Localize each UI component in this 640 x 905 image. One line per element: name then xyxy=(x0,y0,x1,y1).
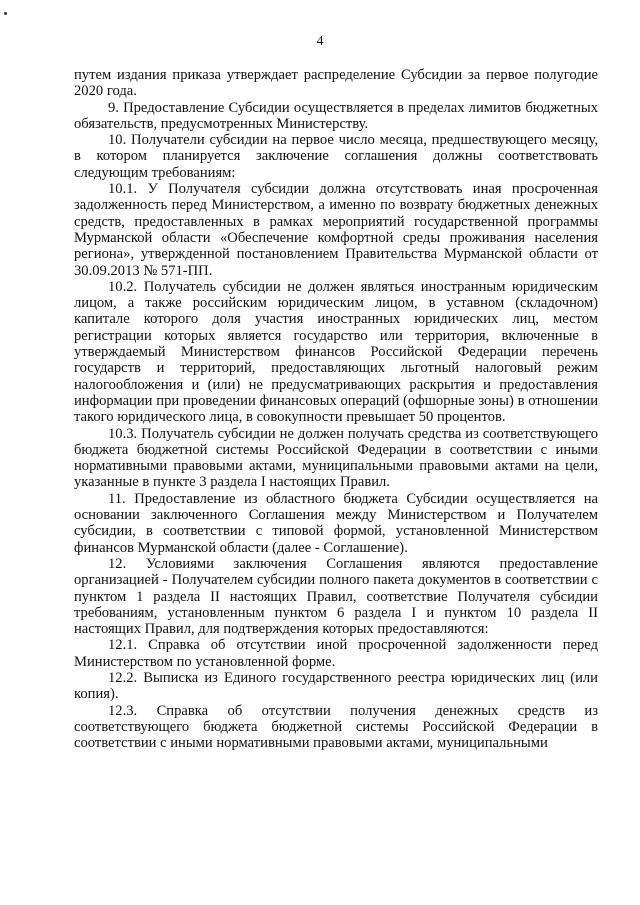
paragraph-12-3: 12.3. Справка об отсутствии получения денежных средств из соответствующего бюджета бюджетной системы Российской Федерации в соответствии с иными нормативными правовыми актами, муниципальными xyxy=(74,702,598,752)
page-number: 4 xyxy=(316,34,324,49)
scan-artifact xyxy=(4,12,7,15)
paragraph-10: 10. Получатели субсидии на первое число месяца, предшествующего месяцу, в котором планируется заключение соглашения должны соответствовать следующим требованиям: xyxy=(74,132,598,181)
paragraph-9: 9. Предоставление Субсидии осуществляется в пределах лимитов бюджетных обязательств, предусмотренных Министерству. xyxy=(74,99,598,132)
paragraph-12: 12. Условиями заключения Соглашения являются предоставление организацией - Получателем субсидии полного пакета документов в соответствии с пунктом 1 раздела II настоящих Правил, соответствие Получателя субсидии требованиям, установленным пунктом 6 раздела I и пунктом 10 раздела II настоящих Правил, для подтверждения которых предоставляются: xyxy=(74,555,598,638)
document-body xyxy=(74,67,598,751)
paragraph-12-2: 12.2. Выписка из Единого государственного реестра юридических лиц (или копия). xyxy=(74,669,598,703)
paragraph-10-1: 10.1. У Получателя субсидии должна отсутствовать иная просроченная задолженность перед Министерством, а именно по возврату бюджетных денежных средств, предоставленных в рамках мероприятий государственной программы Мурманской области «Обеспечение комфортной среды проживания населения региона», утвержденной постановлением Правительства Мурманской области от 30.09.2013 № 571-ПП. xyxy=(74,181,598,279)
paragraph-10-2: 10.2. Получатель субсидии не должен являться иностранным юридическим лицом, а также российским юридическим лицом, в уставном (складочном) капитале которого доля участия иностранных юридических лиц, местом регистрации которых является государство или территория, включенные в утверждаемый Министерством финансов Российской Федерации перечень государств и территорий, предоставляющих льготный налоговый режим налогообложения и (или) не предусматривающих раскрытия и предоставления информации при проведении финансовых операций (офшорные зоны) в отношении такого юридического лица, в совокупности превышает 50 процентов. xyxy=(74,278,598,426)
paragraph-continuation: путем издания приказа утверждает распределение Субсидии за первое полугодие 2020 года. xyxy=(74,67,598,100)
paragraph-10-3: 10.3. Получатель субсидии не должен получать средства из соответствующего бюджета бюджетной системы Российской Федерации в соответствии с иными нормативными правовыми актами, муниципальными правовыми актами на цели, указанные в пункте 3 раздела I настоящих Правил. xyxy=(74,425,598,491)
paragraph-12-1: 12.1. Справка об отсутствии иной просроченной задолженности перед Министерством по установленной форме. xyxy=(74,637,598,670)
paragraph-11: 11. Предоставление из областного бюджета Субсидии осуществляется на основании заключенного Соглашения между Министерством и Получателем субсидии, в соответствии с типовой формой, установленной Министерством финансов Мурманской области (далее - Соглашение). xyxy=(74,490,598,556)
